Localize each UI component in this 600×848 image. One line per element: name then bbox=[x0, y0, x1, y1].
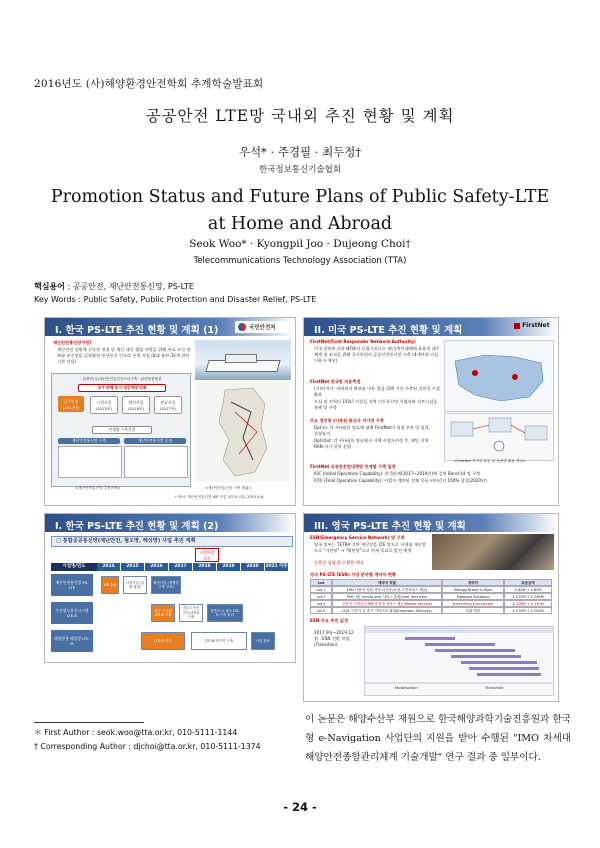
phase-transition: Transition bbox=[485, 685, 504, 690]
firstnet-logo bbox=[514, 322, 550, 329]
right-box-body bbox=[124, 446, 188, 478]
bullet-heading: 재난안전통신망이란? bbox=[53, 340, 92, 345]
title-en-line1: Promotion Status and Future Plans of Public Safety-LTE bbox=[50, 187, 550, 207]
bullet-1: ESN(Emergency Service Network) 망 구축 bbox=[310, 535, 405, 540]
bullet-4-text-1: IOC (Initial Operation Capability): 총 5단계(2017~2019년)에 걸쳐 Band-14 망 구축 bbox=[314, 471, 481, 476]
logo-emblem-icon bbox=[238, 323, 246, 331]
gantt-cell: 일반/도시 철도 LTE-R 구축 관리 bbox=[207, 604, 243, 622]
affiliation-ko: 한국정보통신기술협회 bbox=[258, 165, 342, 175]
authors-ko: 우석* · 주경필 · 최두정† bbox=[238, 145, 362, 159]
timeline-label: 2017.9월~2019.12 월 : ESN 전환 작업 (Transition) bbox=[314, 630, 354, 647]
paper-title-ko: 공공안전 LTE망 국내외 추진 현황 및 계획 bbox=[145, 107, 455, 125]
footnote-corresponding-author: † Corresponding Author : djchoi@tta.or.kr, 010-5111-1374 bbox=[34, 742, 261, 751]
network-diagram bbox=[444, 413, 554, 461]
table-header-cell: 계약자 역할 bbox=[332, 579, 442, 586]
contractor-table bbox=[310, 579, 552, 615]
table-cell: ESN 사용자 지원 서비스(전송/보장,고객서비스 제공) bbox=[332, 586, 442, 593]
keywords-ko-text: : 공공안전, 재난안전통신망, PS-LTE bbox=[67, 282, 194, 291]
conference-header: 2016년도 (사)해양환경안전학회 추계학술발표회 bbox=[34, 78, 264, 90]
right-box-header: 재난안전통신망 운영 bbox=[124, 438, 186, 444]
gantt-cell: 확산사업 (개별망 구축 구조) bbox=[151, 576, 181, 594]
left-caption: <재난안전통신망 추진전략> bbox=[75, 486, 121, 490]
gantt-cell: 전국 고속선 LTE-R 구축 bbox=[151, 604, 175, 622]
bullet-2-text-2: 도심 외 지역의 15%? 이상을 지역 이동통신망 사업자와 파트너십을 통해 망 구축 bbox=[314, 399, 438, 410]
ministry-logo bbox=[235, 321, 291, 333]
bullet-3: 주요 정부망 (이동된 통신사 지가망 구축 bbox=[310, 418, 384, 423]
phase-mobilisation: Mobilisation bbox=[395, 685, 418, 690]
us-map-image bbox=[444, 340, 554, 412]
slide-korea-1 bbox=[44, 317, 296, 506]
bullet-3-text-1: Opt-in: 각 주(州)의 명료에 대해 FirstNet이 직접 주관 망 설치, 운영유지 bbox=[314, 425, 430, 436]
year-cell: 2021 이후 bbox=[265, 564, 288, 569]
table-cell: PMI 대응 end-to-end 서비스 통합(User Services) bbox=[332, 593, 442, 600]
phase-3: 확산사업 (2016년) bbox=[122, 396, 150, 414]
year-bar bbox=[51, 563, 289, 571]
title-en-line2: at Home and Abroad bbox=[207, 214, 393, 234]
keywords-ko-label: 핵심용어 bbox=[34, 282, 65, 291]
left-box-body bbox=[58, 446, 122, 478]
page-number: - 24 - bbox=[283, 800, 317, 814]
table-header-cell: 계약자 bbox=[442, 579, 504, 586]
image-caption: <FirstNet 지가망 유통 및 상용망 활용 개념> bbox=[454, 459, 526, 463]
keywords-en bbox=[34, 295, 316, 304]
slide-title: II. 미국 PS-LTE 추진 현황 및 계획 bbox=[314, 325, 463, 336]
year-cell: 2019 bbox=[217, 563, 240, 571]
table-cell: Lot 1 bbox=[310, 586, 332, 593]
bullet-3-text-2: Opt-Out: 각 주(州)의 명료에서 자체 사업자선정 후, 해당 지역 RAN 자가 설치 운영 bbox=[314, 438, 429, 449]
bullet-2: ESN 주요 추진 일정 bbox=[310, 618, 349, 623]
right-caption: <재난안전통신망 구축 범위> bbox=[205, 486, 252, 490]
table-title: 영국 PS-LTE (ESN) 사업 분야별 계약자 현황 bbox=[310, 572, 397, 577]
gantt-cell: 시범사업 (강원 평창) bbox=[123, 576, 147, 594]
plan-banner: □ 통합공공통신망(재난안전, 철도망, 해상망) 사업 추진 계획 bbox=[51, 536, 293, 547]
year-cell: 2017 bbox=[169, 563, 192, 571]
slide-title: I. 한국 PS-LTE 추진 현황 및 계획 (1) bbox=[55, 325, 219, 336]
esn-gantt bbox=[364, 626, 554, 696]
keywords-en-text: : Public Safety, Public Protection and Disaster Relief, PS-LTE bbox=[78, 295, 317, 304]
table-cell: Lot 2 bbox=[310, 593, 332, 600]
table-cell: £ 82M → £ 82M bbox=[504, 586, 552, 593]
project-name: 재난안전통신망 PS-LTE bbox=[51, 574, 93, 596]
rescue-photo bbox=[432, 534, 554, 570]
table-cell: LIVE 사용자 전 추가 커버리지 확장(Extension Services) bbox=[332, 607, 442, 614]
bullet-text: 재난안전 상황에 신속한 현장 및 재난 대응 협업 지원을 위해 주요 고신 정보와 통신망을 일원화한 무선통신 인프라 구축 사업 (8대 분야 33개 관련기관 이용) bbox=[57, 347, 191, 364]
bullet-2-text-1: (기본)지가: 커버리지 확보와 비용 절감 위해 기존 구축된 상용망 시설 활용 bbox=[314, 386, 440, 397]
left-box-header: 재난안전통신망 구축 bbox=[58, 438, 120, 444]
paper-title-en bbox=[0, 184, 600, 238]
table-cell: Kellogg Brown & Root bbox=[442, 586, 504, 593]
table-cell: 임찰 예정 bbox=[442, 607, 504, 614]
year-cell: 2016 bbox=[145, 563, 168, 571]
year-bar-header: 사업명/연도 bbox=[51, 563, 97, 571]
slide-korea-2 bbox=[44, 513, 296, 663]
logo-text: 국민안전처 bbox=[249, 325, 276, 331]
strategy-panel bbox=[51, 373, 191, 487]
year-cell: 2014 bbox=[97, 563, 120, 571]
year-cell: 2015 bbox=[121, 563, 144, 571]
acknowledgement-paragraph: 이 논문은 해양수산부 재원으로 한국해양과학기술진흥원과 한국형 e-Navigation 사업단의 지원을 받아 수행된 "IMO 차세대 해양안전종합관리체계 기술개발" 연구 결과 중 일부이다. bbox=[305, 714, 571, 763]
authors-en: Seok Woo* · Kyongpil Joo · Dujeong Choi† bbox=[189, 238, 411, 250]
table-cell: Everything Everywhere bbox=[442, 600, 504, 607]
gantt-cell: ISP 수립 bbox=[101, 576, 119, 594]
bullet-1-text-2: 상용망 임대 방식 활용 예상 bbox=[314, 560, 364, 565]
keywords-ko bbox=[34, 281, 194, 292]
slide-uk bbox=[303, 513, 559, 702]
slide-usa bbox=[303, 317, 559, 506]
table-cell: £ 220M → £ 330M bbox=[504, 600, 552, 607]
korea-map bbox=[195, 382, 289, 482]
gantt-cell: 경부고속선 전국 LTE-R 구축 bbox=[179, 604, 203, 622]
slide-title: III. 영국 PS-LTE 추진 현황 및 계획 bbox=[314, 521, 466, 532]
now-label: 시범사업 집중 bbox=[195, 548, 219, 562]
gantt-cell: LTE-M 연구망 구축 bbox=[191, 632, 247, 650]
bullet-1-text-1: 영국 정부는 TETRA 기반 재난망을 LTE 망으로 자세대 재난망으로 "기반망" → "확반망"으로 단계 목표로 발전 예정 bbox=[314, 542, 426, 553]
phase-1: 공무안전 (2017년) bbox=[58, 396, 84, 412]
project-name: 무선철도통신시스템 LTE-R bbox=[51, 602, 93, 624]
table-cell: £ 175M → £ 200M bbox=[504, 607, 552, 614]
firstnet-logo-text: FirstNet bbox=[522, 322, 550, 329]
ship-image bbox=[195, 340, 291, 380]
slide-title: I. 한국 PS-LTE 추진 현황 및 계획 (2) bbox=[55, 521, 219, 532]
bullet-4: FirstNet 공공안전망대책망 인계할 구축 일정 bbox=[310, 464, 396, 469]
bullet-4-text-2: FOC (Final Operation Capability): 사업자 계약된 전체 목표 커버리지 100% 달성(2020년) bbox=[314, 478, 487, 483]
center-label: 단계별 구축사업 bbox=[92, 426, 152, 434]
phase-4: 완료사업 (2017년) bbox=[154, 396, 182, 414]
bullet-1: FirstNet(First Responder Network Authority) bbox=[310, 339, 416, 344]
flow-top: 최정안(국)재난안전통신인프라구축 · 관련물품협관 bbox=[82, 377, 162, 381]
flow-red: 국가 전체 초기 대응역량 강화 bbox=[78, 384, 166, 392]
firstnet-logo-icon bbox=[514, 323, 520, 329]
table-header-cell: 표준금액 bbox=[504, 579, 552, 586]
year-cell: 2020 bbox=[241, 563, 264, 571]
table-cell: Lot 4 bbox=[310, 607, 332, 614]
keywords-en-label: Key Words bbox=[34, 295, 76, 304]
footnote-first-author: ＊ First Author : seok.woo@tta.or.kr, 010-5111-1144 bbox=[34, 728, 238, 737]
affiliation-en: Telecommunications Technology Association (TTA) bbox=[193, 256, 407, 266]
gantt-rows bbox=[51, 574, 289, 658]
phase-2: 시범사업 (2015년) bbox=[90, 396, 118, 414]
gantt-cell: 사업 완료 bbox=[251, 632, 275, 650]
table-cell: £ 122M → £ 249M bbox=[504, 593, 552, 600]
table-cell: 상용망 커버리지 IPB 망임대 서비스 제공(Mobile Service) bbox=[332, 600, 442, 607]
bullet-1-text: 미국 상무부 산하 NTIA의 독립기관으로 재난/치안대해에 효율적 대응체계 및 조직을 위해 국가차원의 공공안전통신망 구축 (4개단위 이상 이용자 예상) bbox=[314, 346, 440, 363]
source-note: * 출처: 재난안전통신망 ISP 사업 성과보고회, 2015.4.6. bbox=[175, 495, 265, 499]
footnote-divider bbox=[34, 722, 144, 723]
table-header-cell: Lot bbox=[310, 579, 332, 586]
gantt-cell: LTE-M 연구 bbox=[141, 632, 185, 650]
bullet-2: FirstNet 전국망 비용측정 bbox=[310, 379, 361, 384]
table-cell: Lot 3 bbox=[310, 600, 332, 607]
year-cell: 2018 bbox=[193, 563, 216, 571]
project-name: 해양통합 해상망 LTE-M bbox=[51, 630, 93, 652]
table-cell: Motorola Solutions bbox=[442, 593, 504, 600]
